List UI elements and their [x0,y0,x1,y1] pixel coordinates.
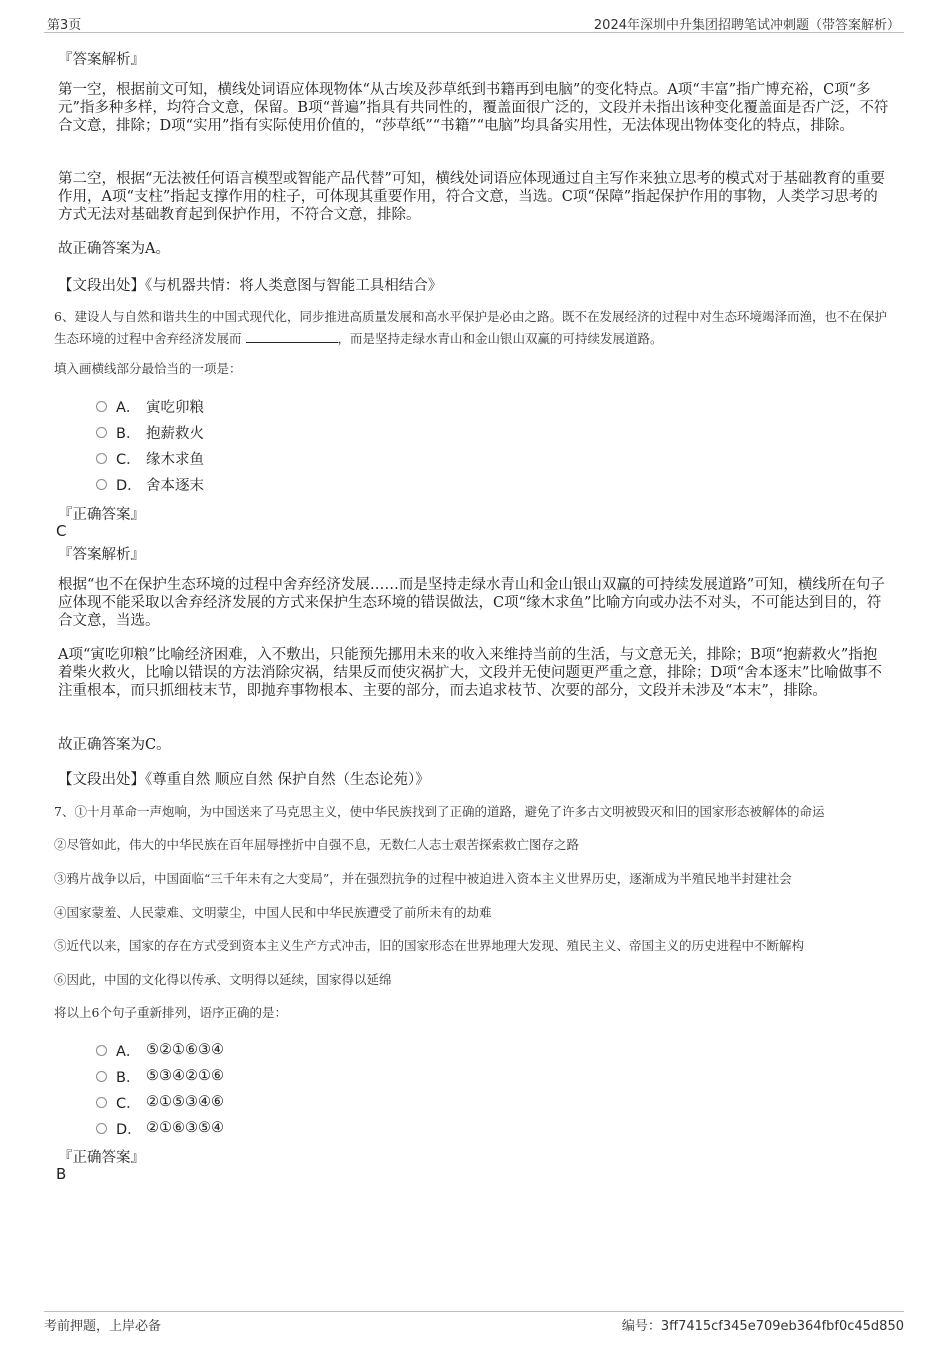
radio-button[interactable] [96,1123,107,1134]
question-7-prompt: 将以上6个句子重新排列，语序正确的是： [54,1005,287,1020]
source-citation: 【文段出处】《与机器共情：将人类意图与智能工具相结合》 [58,278,443,294]
correct-answer-label: 『正确答案』 [58,1150,145,1166]
radio-button[interactable] [96,479,107,490]
question-6-stem-part-2: ，而是坚持走绿水青山和金山银山双赢的可持续发展道路。 [337,331,663,346]
document-code: 编号：3ff7415cf345e709eb364fbf0c45d850 [621,1319,904,1334]
question-6-stem [54,306,894,350]
conclusion: 故正确答案为A。 [58,241,170,257]
q6-option-d[interactable]: D． 舍本逐末 [96,473,204,495]
question-6-stem-part-1: 6、建设人与自然和谐共生的中国式现代化，同步推进高质量发展和高水平保护是必由之路。既不在发展经济的过程中对生态环境竭泽而渔，也不在保护生态环境的过程中舍弃经济发展而 [54,309,887,346]
radio-button[interactable] [96,453,107,464]
sentence-4: ④国家蒙羞、人民蒙难、文明蒙尘，中国人民和中华民族遭受了前所未有的劫难 [54,905,492,920]
analysis-paragraph-2: A项“寅吃卯粮”比喻经济困难，入不敷出，只能预先挪用未来的收入来维持当前的生活，与文意无关，排除；B项“抱薪救火”指抱着柴火救火，比喻以错误的方法消除灾祸，结果反而使灾祸扩大，文段并无使问题更严重之意，排除；D项“舍本逐末”比喻做事不注重根本，而只抓细枝末节，即抛弃事物根本、主要的部分，而去追求枝节、次要的部分，文段并未涉及“本末”，排除。 [58,647,882,699]
question-6-prompt: 填入画横线部分最恰当的一项是： [54,361,242,376]
correct-answer: C [56,522,67,540]
page-footer [44,1311,904,1334]
q7-option-c[interactable]: C． ②①⑤③④⑥ [96,1091,224,1113]
radio-button[interactable] [96,427,107,438]
q7-option-d[interactable]: D． ②①⑥③⑤④ [96,1117,224,1139]
analysis-label: 『答案解析』 [58,52,145,68]
q6-option-a[interactable]: A． 寅吃卯粮 [96,395,204,417]
sentence-3: ③鸦片战争以后，中国面临“三千年未有之大变局”，并在强烈抗争的过程中被迫进入资本主义世界历史，逐渐成为半殖民地半封建社会 [54,871,792,886]
radio-button[interactable] [96,1045,107,1056]
q6-option-c[interactable]: C． 缘木求鱼 [96,447,204,469]
source-citation: 【文段出处】《尊重自然 顺应自然 保护自然（生态论苑）》 [58,772,430,788]
fill-blank [246,330,338,343]
sentence-5: ⑤近代以来，国家的存在方式受到资本主义生产方式冲击，旧的国家形态在世界地理大发现、殖民主义、帝国主义的历史进程中不断解构 [54,938,805,953]
footer-slogan: 考前押题，上岸必备 [44,1319,162,1334]
sentence-2: ②尽管如此，伟大的中华民族在百年屈辱挫折中自强不息，无数仁人志士艰苦探索救亡图存之路 [54,837,580,852]
analysis-paragraph-1: 根据“也不在保护生态环境的过程中舍弃经济发展……而是坚持走绿水青山和金山银山双赢的可持续发展道路”可知，横线所在句子应体现不能采取以舍弃经济发展的方式来保护生态环境的错误做法，C项“缘木求鱼”比喻方向或办法不对头，不可能达到目的，符合文意，当选。 [58,577,885,629]
document-title: 2024年深圳中升集团招聘笔试冲刺题（带答案解析） [593,18,900,33]
radio-button[interactable] [96,1097,107,1108]
q6-option-b[interactable]: B． 抱薪救火 [96,421,204,443]
analysis-label: 『答案解析』 [58,547,145,563]
page-header [44,12,904,33]
page-number: 第3页 [47,18,82,33]
q7-option-b[interactable]: B． ⑤③④②①⑥ [96,1065,224,1087]
analysis-paragraph-1: 第一空，根据前文可知，横线处词语应体现物体“从古埃及莎草纸到书籍再到电脑”的变化特点。A项“丰富”指广博充裕，C项“多元”指多种多样，均符合文意，保留。B项“普遍”指具有共同性的，覆盖面很广泛的，文段并未指出该种变化覆盖面是否广泛，不符合文意，排除；D项“实用”指有实际使用价值的，“莎草纸”“书籍”“电脑”均具备实用性，无法体现出物体变化的特点，排除。 [58,82,889,134]
radio-button[interactable] [96,1071,107,1082]
correct-answer-label: 『正确答案』 [58,507,145,523]
conclusion: 故正确答案为C。 [58,737,171,753]
q7-option-a[interactable]: A． ⑤②①⑥③④ [96,1039,224,1061]
sentence-6: ⑥因此，中国的文化得以传承、文明得以延续，国家得以延绵 [54,972,392,987]
correct-answer: B [56,1165,67,1183]
radio-button[interactable] [96,401,107,412]
sentence-1: 7、①十月革命一声炮响，为中国送来了马克思主义，使中华民族找到了正确的道路，避免了许多古文明被毁灭和旧的国家形态被解体的命运 [54,804,825,819]
analysis-paragraph-2: 第二空，根据“无法被任何语言模型或智能产品代替”可知，横线处词语应体现通过自主写作来独立思考的模式对于基础教育的重要作用，A项“支柱”指起支撑作用的柱子，可体现其重要作用，符合文意，当选。C项“保障”指起保护作用的事物，人类学习思考的方式无法对基础教育起到保护作用，不符合文意，排除。 [58,171,885,223]
